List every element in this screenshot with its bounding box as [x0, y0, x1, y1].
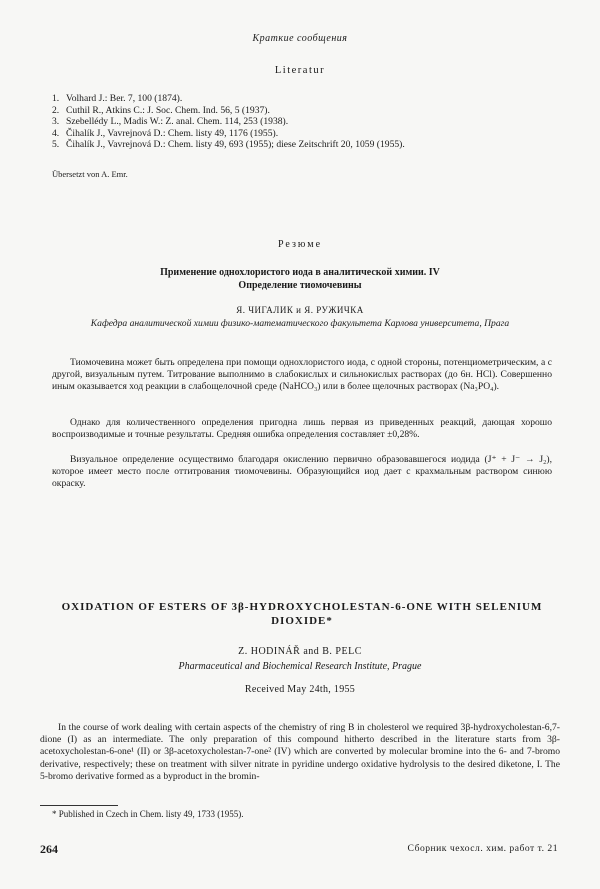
reference-text: Čihalík J., Vavrejnová D.: Chem. listy 49, 1176 (1955).	[66, 127, 279, 139]
reference-number: 4.	[52, 127, 60, 139]
reference-item	[52, 105, 572, 117]
article-authors: Z. HODINÁŘ and B. PELC	[238, 646, 362, 657]
reference-number: 3.	[52, 116, 60, 127]
reference-number: 5.	[52, 139, 60, 150]
literature-heading: Literatur	[274, 65, 326, 76]
reference-item	[52, 116, 572, 128]
footnote-rule	[40, 805, 118, 806]
reference-text: Szebellédy L., Madis W.: Z. anal. Chem. 114, 253 (1938).	[66, 116, 289, 127]
reference-number: 2.	[52, 104, 60, 116]
reference-list	[52, 93, 572, 151]
article-paragraph: In the course of work dealing with certain aspects of the chemistry of ring B in cholesterol we required 3β-hydroxycholestan-6,7-dione (I) as an intermediate. The only preparation of this compound hitherto described in the literature starts from 3β-acetoxycholestan-6-one¹ (II) or 3β-acetoxycholestan-7-one² (IV) which are converted by molecular bromine into the 6- and 7-bromo derivative, respectively; these on treatment with silver nitrate in pyridine undergo oxidative hydrolysis to the desired diketone, I. The 5-bromo derivative formed as a byproduct in the bromin-	[40, 722, 560, 782]
resume-paragraph: Визуальное определение осуществимо благодаря окислению первично образовавшегося иодида (J⁺ + J⁻ → J₂), которое имеет место после оттитрования тиомочевины. Образующийся иод дает с крахмальным раствором синюю окраску.	[52, 454, 552, 490]
reference-item	[52, 139, 572, 151]
resume-paragraph: Тиомочевина может быть определена при помощи однохлористого иода, с одной стороны, потенциометрическим, а с другой, визуальным путем. Титрование выполнимо в слабокислых и сильнокислых растворах (до 6н. HCl). Совершенно иным оказывается ход реакции в слабощелочной среде (NaHCO₃) или в более щелочных растворах (Na₃PO₄).	[52, 357, 552, 393]
resume-title: Применение однохлористого иода в аналитической химии. IV	[160, 267, 440, 278]
journal-name: Сборник чехосл. хим. работ т. 21	[407, 843, 558, 854]
reference-text: Cuthil R., Atkins C.: J. Soc. Chem. Ind. 56, 5 (1937).	[66, 104, 270, 116]
resume-affiliation: Кафедра аналитической химии физико-математического факультета Карлова университета, Прага	[90, 318, 510, 329]
article-body	[40, 722, 560, 783]
reference-item	[52, 128, 572, 140]
footnote: * Published in Czech in Chem. listy 49, 1733 (1955).	[52, 809, 244, 819]
page-number: 264	[40, 842, 58, 856]
resume-subtitle: Определение тиомочевины	[238, 280, 362, 291]
running-head: Краткие сообщения	[252, 33, 348, 44]
article-title: OXIDATION OF ESTERS OF 3β-HYDROXYCHOLESTAN-6-ONE WITH SELENIUM DIOXIDE*	[61, 601, 543, 627]
resume-title-block	[90, 266, 510, 292]
reference-text: Čihalík J., Vavrejnová D.: Chem. listy 49, 693 (1955); diese Zeitschrift 20, 1059 (1955).	[66, 139, 405, 150]
reference-text: Volhard J.: Ber. 7, 100 (1874).	[66, 93, 183, 104]
translator-credit: Übersetzt von A. Emr.	[52, 169, 128, 179]
reference-number: 1.	[52, 93, 60, 104]
resume-authors: Я. ЧИГАЛИК и Я. РУЖИЧКА	[236, 305, 364, 315]
received-date: Received May 24th, 1955	[244, 684, 356, 695]
resume-heading: Резюме	[277, 239, 323, 250]
resume-paragraph: Однако для количественного определения пригодна лишь первая из приведенных реакций, дающая хорошо воспроизводимые и точные результаты. Средняя ошибка определения составляет ±0,28%.	[52, 417, 552, 441]
reference-item	[52, 93, 572, 105]
article-affiliation: Pharmaceutical and Biochemical Research Institute, Prague	[178, 661, 422, 672]
